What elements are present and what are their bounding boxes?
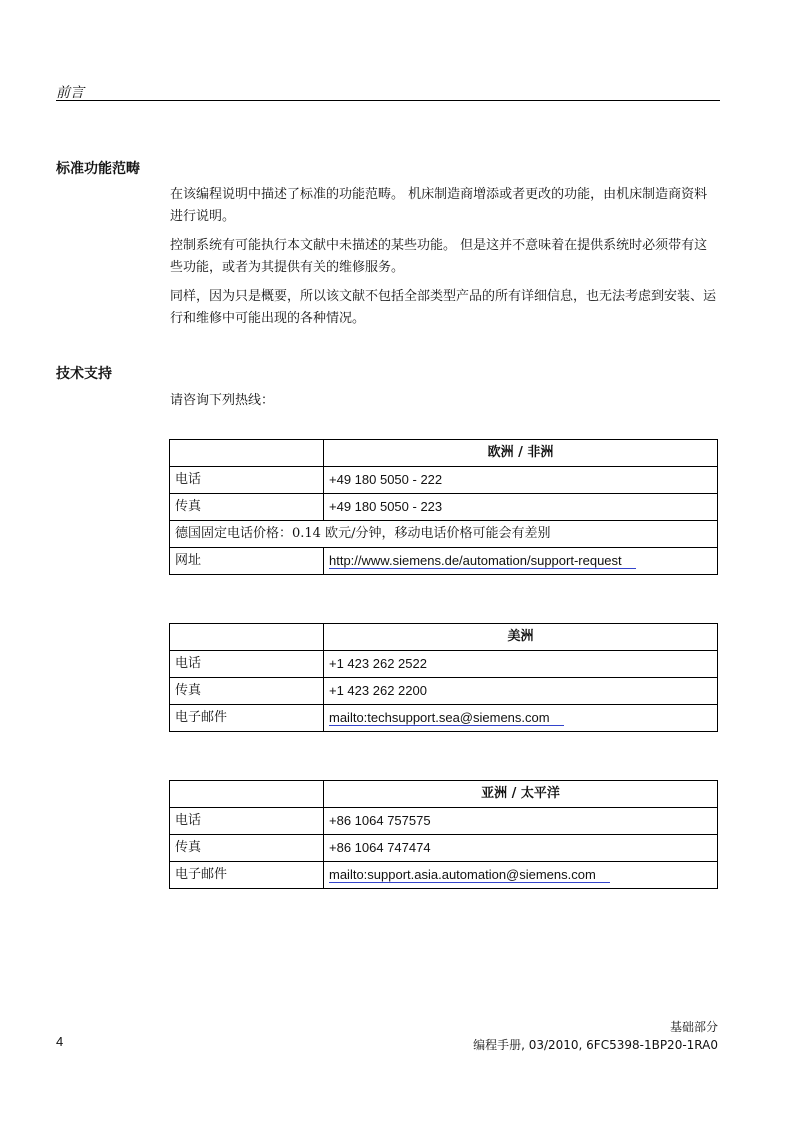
email-link[interactable]: mailto:techsupport.sea@siemens.com <box>329 710 564 726</box>
phone-label: 电话 <box>170 467 324 494</box>
region-header: 欧洲 / 非洲 <box>324 440 718 467</box>
table-row <box>170 862 718 889</box>
table-row <box>170 705 718 732</box>
paragraph: 在该编程说明中描述了标准的功能范畴。 机床制造商增添或者更改的功能，由机床制造商资料进行说明。 <box>170 187 708 224</box>
table-row <box>170 494 718 521</box>
contact-table-america <box>169 623 718 732</box>
table-row <box>170 548 718 575</box>
table-cell-empty <box>170 781 324 808</box>
email-link[interactable]: mailto:support.asia.automation@siemens.com <box>329 867 610 883</box>
phone-label: 电话 <box>170 651 324 678</box>
table-row <box>170 781 718 808</box>
fax-value: +49 180 5050 - 223 <box>324 494 718 521</box>
email-cell <box>324 705 718 732</box>
table-cell-empty <box>170 624 324 651</box>
fax-value: +1 423 262 2200 <box>324 678 718 705</box>
email-cell <box>324 862 718 889</box>
email-label: 电子邮件 <box>170 705 324 732</box>
section-heading-standard-scope: 标准功能范畴 <box>56 161 140 177</box>
section-heading-technical-support: 技术支持 <box>56 366 112 382</box>
contact-table-asia-pacific <box>169 780 718 889</box>
header-divider <box>56 100 720 101</box>
email-label: 电子邮件 <box>170 862 324 889</box>
footer-doc-part: 基础部分 <box>669 1020 718 1034</box>
fax-label: 传真 <box>170 835 324 862</box>
website-label: 网址 <box>170 548 324 575</box>
table-row <box>170 521 718 548</box>
phone-value: +1 423 262 2522 <box>324 651 718 678</box>
table-row <box>170 624 718 651</box>
support-intro: 请咨询下列热线： <box>170 393 275 408</box>
paragraph: 同样，因为只是概要，所以该文献不包括全部类型产品的所有详细信息，也无法考虑到安装、运行和维修中可能出现的各种情况。 <box>170 289 717 326</box>
fax-label: 传真 <box>170 494 324 521</box>
region-header: 亚洲 / 太平洋 <box>324 781 718 808</box>
table-cell-empty <box>170 440 324 467</box>
table-row <box>170 678 718 705</box>
paragraph: 控制系统有可能执行本文献中未描述的某些功能。 但是这并不意味着在提供系统时必须带有这些功能，或者为其提供有关的维修服务。 <box>170 238 708 275</box>
price-note: 德国固定电话价格：0.14 欧元/分钟，移动电话价格可能会有差别 <box>170 521 718 548</box>
table-row <box>170 467 718 494</box>
fax-value: +86 1064 747474 <box>324 835 718 862</box>
phone-value: +49 180 5050 - 222 <box>324 467 718 494</box>
table-row <box>170 440 718 467</box>
website-cell <box>324 548 718 575</box>
footer-doc-info <box>473 1018 718 1054</box>
fax-label: 传真 <box>170 678 324 705</box>
table-row <box>170 808 718 835</box>
region-header: 美洲 <box>324 624 718 651</box>
website-link[interactable]: http://www.siemens.de/automation/support-request <box>329 553 636 569</box>
running-header: 前言 <box>56 85 84 101</box>
table-row <box>170 651 718 678</box>
footer-doc-reference: 编程手册, 03/2010, 6FC5398-1BP20-1RA0 <box>473 1038 718 1052</box>
phone-value: +86 1064 757575 <box>324 808 718 835</box>
table-row <box>170 835 718 862</box>
contact-table-europe-africa <box>169 439 718 575</box>
page-number: 4 <box>56 1034 64 1049</box>
phone-label: 电话 <box>170 808 324 835</box>
